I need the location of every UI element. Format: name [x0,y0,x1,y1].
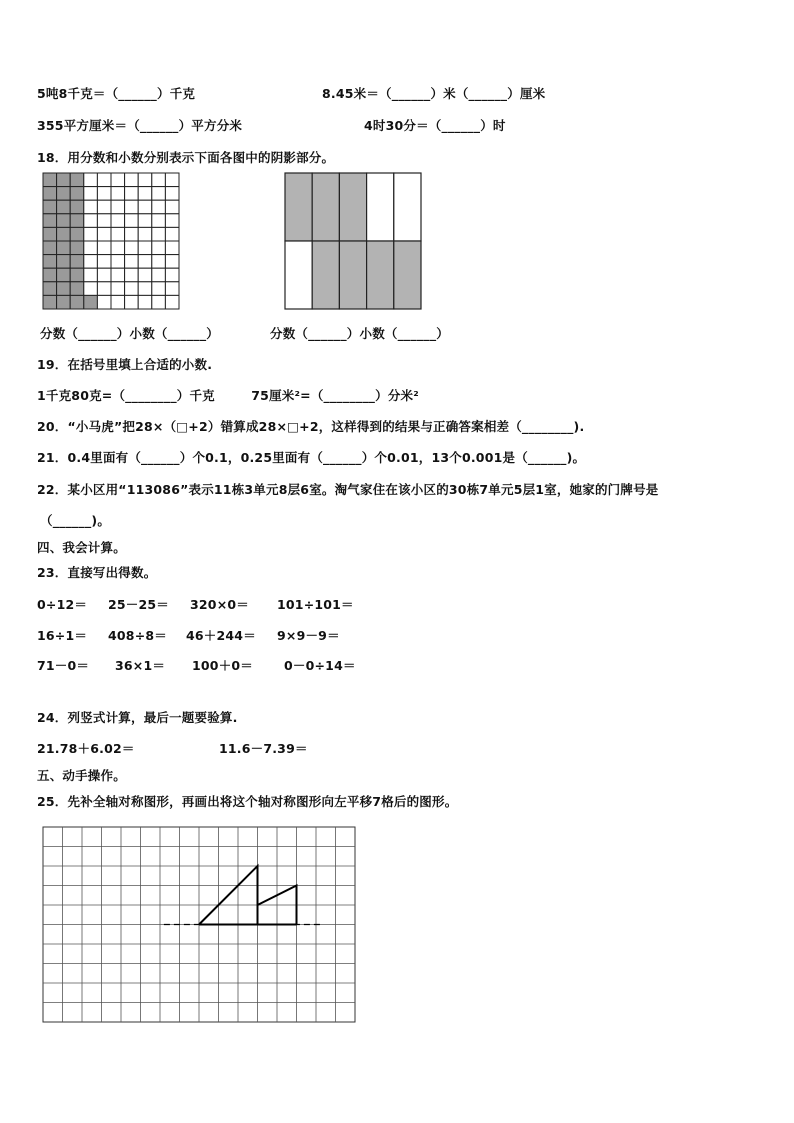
q19-title: 19．在括号里填上合适的小数. [37,357,213,372]
grid-cell [152,295,166,309]
grid-cell [97,241,111,255]
shaded-cell [43,173,57,187]
grid-cell [125,295,139,309]
grid-cell [111,214,125,228]
grid-cell [125,241,139,255]
grid-cell [125,187,139,201]
grid-cell [97,214,111,228]
grid-cell [97,227,111,241]
shaded-cell [43,268,57,282]
grid-cell [165,295,179,309]
shaded-cell [43,282,57,296]
grid-cell [165,227,179,241]
q23-r3c4: 0－0÷14＝ [284,658,356,673]
q17-line2-right: 4时30分＝（______）时 [364,118,506,133]
grid-cell [152,187,166,201]
grid-cell [152,200,166,214]
q22-line1: 22．某小区用“113086”表示11栋3单元8层6室。淘气家住在该小区的30栋7单元5层1室，她家的门牌号是 [37,482,659,497]
shaded-cell [57,295,71,309]
shaded-part [339,241,366,309]
grid-cell [165,200,179,214]
grid-cell [152,173,166,187]
q23-r3c1: 71－0＝ [37,658,90,673]
grid-cell [138,241,152,255]
shaded-cell [70,282,84,296]
section5-title: 五、动手操作。 [37,768,126,783]
q23-title: 23．直接写出得数。 [37,565,157,580]
grid-cell [165,282,179,296]
grid-cell [111,227,125,241]
grid-cell [97,268,111,282]
grid-cell [97,255,111,269]
q18-label-left: 分数（______）小数（______） [40,326,220,341]
shaded-cell [43,255,57,269]
grid-cell [152,255,166,269]
q23-r1c1: 0÷12＝ [37,597,88,612]
q23-r1c2: 25－25＝ [108,597,169,612]
blank-part [394,173,421,241]
grid-cell [125,214,139,228]
grid-cell [84,227,98,241]
grid-cell [165,241,179,255]
grid-cell [165,255,179,269]
section4-title: 四、我会计算。 [37,540,126,555]
q18-title: 18．用分数和小数分别表示下面各图中的阴影部分。 [37,150,335,165]
grid-cell [111,241,125,255]
q23-r1c3: 320×0＝ [190,597,249,612]
shaded-part [394,241,421,309]
grid-cell [84,282,98,296]
rectangle-fraction-figure [284,172,422,310]
shaded-cell [43,295,57,309]
shaded-part [367,241,394,309]
shaded-cell [43,241,57,255]
shaded-cell [43,214,57,228]
grid-cell [125,227,139,241]
grid-cell [125,200,139,214]
grid-cell [138,295,152,309]
q24-left: 21.78＋6.02＝ [37,741,135,756]
grid-cell [125,255,139,269]
grid-cell [138,227,152,241]
q22-line2: （______)。 [40,513,111,528]
blank-part [367,173,394,241]
shaded-cell [57,173,71,187]
grid-cell [152,282,166,296]
grid-cell [97,295,111,309]
q23-r2c1: 16÷1＝ [37,628,88,643]
shaded-cell [57,227,71,241]
shaded-part [312,173,339,241]
grid-cell [97,187,111,201]
q17-line2-left: 355平方厘米＝（______）平方分米 [37,118,243,133]
q20-text: 20．“小马虎”把28×（□+2）错算成28×□+2，这样得到的结果与正确答案相差（________). [37,419,585,434]
shaded-part [285,173,312,241]
grid-cell [84,200,98,214]
grid-cell [125,173,139,187]
shaded-cell [57,255,71,269]
shaded-cell [43,200,57,214]
shaded-cell [70,295,84,309]
shaded-cell [57,282,71,296]
shaded-cell [43,187,57,201]
grid-cell [111,295,125,309]
q17-line1-left: 5吨8千克＝（______）千克 [37,86,196,101]
grid-cell [84,173,98,187]
grid-cell [97,173,111,187]
grid-cell [111,173,125,187]
shaded-cell [57,187,71,201]
grid-cell [138,200,152,214]
shaded-cell [70,227,84,241]
grid-cell [138,268,152,282]
grid-cell [152,241,166,255]
shaded-cell [43,227,57,241]
blank-part [285,241,312,309]
grid-cell [84,214,98,228]
shaded-cell [57,214,71,228]
shaded-part [312,241,339,309]
shaded-cell [70,241,84,255]
q24-title: 24．列竖式计算，最后一题要验算. [37,710,238,725]
grid-cell [84,241,98,255]
drawing-grid [42,826,360,1030]
shaded-cell [70,214,84,228]
q23-r2c2: 408÷8＝ [108,628,167,643]
shaded-cell [84,295,98,309]
q23-r2c4: 9×9－9＝ [277,628,340,643]
grid-cell [165,187,179,201]
q19-line: 1千克80克=（________）千克 75厘米²=（________）分米² [37,388,419,403]
grid-cell [111,187,125,201]
q23-r1c4: 101÷101＝ [277,597,354,612]
grid-cell [125,268,139,282]
grid-cell [97,282,111,296]
q18-label-right: 分数（______）小数（______） [270,326,450,341]
grid-cell [111,268,125,282]
q23-r3c2: 36×1＝ [115,658,166,673]
grid-cell [138,173,152,187]
grid-cell [152,227,166,241]
hundred-grid-figure [42,172,180,310]
q17-line1-right: 8.45米＝（______）米（______）厘米 [322,86,546,101]
q23-r2c3: 46＋244＝ [186,628,256,643]
grid-cell [138,214,152,228]
shaded-cell [70,200,84,214]
shaded-cell [57,200,71,214]
grid-cell [111,255,125,269]
grid-cell [138,282,152,296]
grid-cell [152,214,166,228]
grid-cell [165,214,179,228]
grid-cell [125,282,139,296]
grid-cell [111,282,125,296]
grid-cell [97,200,111,214]
grid-cell [165,268,179,282]
grid-cell [138,255,152,269]
q25-title: 25．先补全轴对称图形，再画出将这个轴对称图形向左平移7格后的图形。 [37,794,458,809]
grid-cell [152,268,166,282]
shaded-cell [70,187,84,201]
grid-cell [84,268,98,282]
shaded-cell [70,173,84,187]
grid-cell [165,173,179,187]
shaded-part [339,173,366,241]
grid-cell [138,187,152,201]
shaded-cell [57,268,71,282]
grid-cell [84,187,98,201]
grid-cell [84,255,98,269]
shaded-cell [57,241,71,255]
grid-cell [111,200,125,214]
q23-r3c3: 100＋0＝ [192,658,253,673]
q21-text: 21．0.4里面有（______）个0.1，0.25里面有（______）个0.01，13个0.001是（______)。 [37,450,586,465]
q24-right: 11.6－7.39＝ [219,741,308,756]
shaded-cell [70,268,84,282]
shaded-cell [70,255,84,269]
